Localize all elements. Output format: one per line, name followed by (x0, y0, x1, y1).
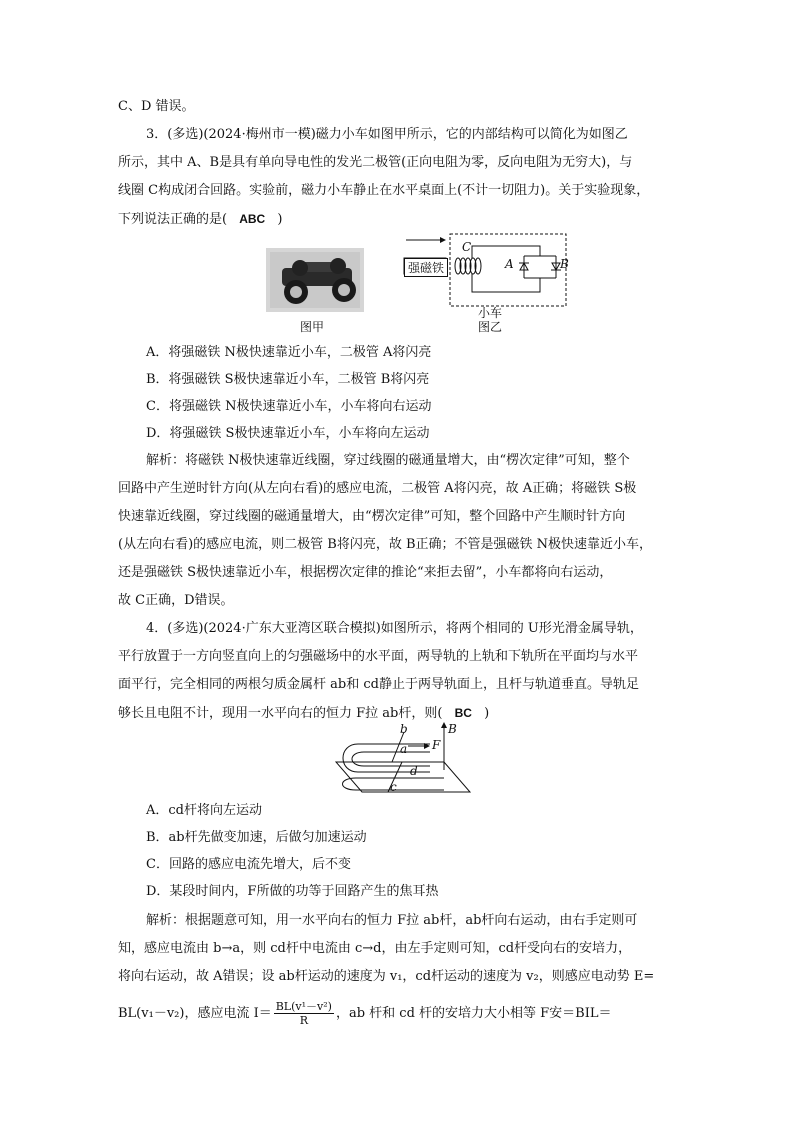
label-d: d (410, 764, 418, 778)
figure-b-caption: 图乙 (478, 320, 503, 334)
fraction-numerator: BL(v¹－v²) (275, 1000, 332, 1013)
q3-analysis-4: (从左向右看)的感应电流，则二极管 B将闪亮，故 B正确；不管是强磁铁 N极快速靠近小车， (118, 537, 653, 552)
q4-stem-3: 面平行，完全相同的两根匀质金属杆 ab和 cd静止于两导轨面上，且杆与轨道垂直。导轨足 (118, 677, 639, 692)
q3-option-c: C．将强磁铁 N极快速靠近小车，小车将向右运动 (146, 399, 432, 414)
fraction-denominator: R (299, 1014, 308, 1027)
q3-option-a: A．将强磁铁 N极快速靠近小车，二极管 A将闪亮 (146, 345, 432, 360)
current-fraction (274, 1000, 334, 1027)
q4-stem-1: 4．(多选)(2024·广东大亚湾区联合模拟)如图所示，将两个相同的 U形光滑金属导轨， (146, 621, 643, 636)
q3-analysis-5: 还是强磁铁 S极快速靠近小车，根据楞次定律的推论“来拒去留”，小车都将向右运动， (118, 565, 613, 580)
toy-car-image (266, 248, 364, 312)
diode-label-b: B (560, 257, 569, 271)
q3-stem-4 (118, 210, 282, 229)
label-field-b: B (448, 722, 457, 736)
q4-close-paren: ) (484, 706, 490, 721)
diode-label-a: A (505, 257, 514, 271)
q4-analysis-4-text: BL(v₁－v₂)，感应电流 I＝ (118, 1006, 272, 1021)
q4-stem-text: 够长且电阻不计，现用一水平向右的恒力 F拉 ab杆，则( (118, 706, 443, 721)
coil-label-c: C (462, 240, 472, 254)
q3-analysis-3: 快速靠近线圈，穿过线圈的磁通量增大，由“楞次定律”可知，整个回路中产生顺时针方向 (118, 509, 626, 524)
q4-answer: BC (454, 706, 472, 720)
q4-analysis-1: 解析：根据题意可知，用一水平向右的恒力 F拉 ab杆，ab杆向右运动，由右手定则可 (146, 913, 638, 928)
label-c: c (390, 780, 397, 794)
q4-stem-4 (118, 704, 489, 723)
magnet-label: 强磁铁 (404, 258, 448, 277)
q4-stem-2: 平行放置于一方向竖直向上的匀强磁场中的水平面，两导轨的上轨和下轨所在平面均与水平 (118, 649, 639, 664)
text-line-1: C、D 错误。 (118, 99, 195, 114)
q4-option-a: A．cd杆将向左运动 (146, 803, 262, 818)
q3-stem-1: 3．(多选)(2024·梅州市一模)磁力小车如图甲所示，它的内部结构可以简化为如图乙 (146, 127, 628, 142)
q4-option-b: B．ab杆先做变加速，后做匀加速运动 (146, 830, 367, 845)
q4-option-d: D．某段时间内，F所做的功等于回路产生的焦耳热 (146, 884, 439, 899)
q3-analysis-1: 解析：将磁铁 N极快速靠近线圈，穿过线圈的磁通量增大，由“楞次定律”可知，整个 (146, 453, 630, 468)
q3-stem-2: 所示，其中 A、B是具有单向导电性的发光二极管(正向电阻为零，反向电阻为无穷大)，与 (118, 155, 633, 170)
q4-analysis-4 (118, 1000, 612, 1027)
q3-analysis-6: 故 C正确，D错误。 (118, 593, 234, 608)
q3-option-b: B．将强磁铁 S极快速靠近小车，二极管 B将闪亮 (146, 372, 430, 387)
q4-option-c: C．回路的感应电流先增大，后不变 (146, 857, 351, 872)
q3-stem-3: 线圈 C构成闭合回路。实验前，磁力小车静止在水平桌面上(不计一切阻力)。关于实验现象， (118, 183, 650, 198)
q4-analysis-2: 知，感应电流由 b→a，则 cd杆中电流由 c→d，由左手定则可知，cd杆受向右的安培力， (118, 941, 632, 956)
figure-a-caption: 图甲 (300, 320, 325, 334)
q3-stem-text: 下列说法正确的是( (118, 212, 228, 227)
q3-answer: ABC (239, 212, 266, 226)
label-b: b (400, 722, 408, 736)
q4-analysis-3: 将向右运动，故 A错误；设 ab杆运动的速度为 v₁，cd杆运动的速度为 v₂，则感应电动势 E= (118, 969, 655, 984)
label-a: a (400, 742, 408, 756)
car-label: 小车 (478, 306, 503, 320)
q3-analysis-2: 回路中产生逆时针方向(从左向右看)的感应电流，二极管 A将闪亮，故 A正确；将磁铁 S极 (118, 481, 637, 496)
q4-analysis-4-tail: ，ab 杆和 cd 杆的安培力大小相等 F安＝BIL＝ (335, 1006, 612, 1021)
q3-close-paren: ) (277, 212, 283, 227)
q3-option-d: D．将强磁铁 S极快速靠近小车，小车将向左运动 (146, 426, 430, 441)
label-force-f: F (432, 738, 441, 752)
